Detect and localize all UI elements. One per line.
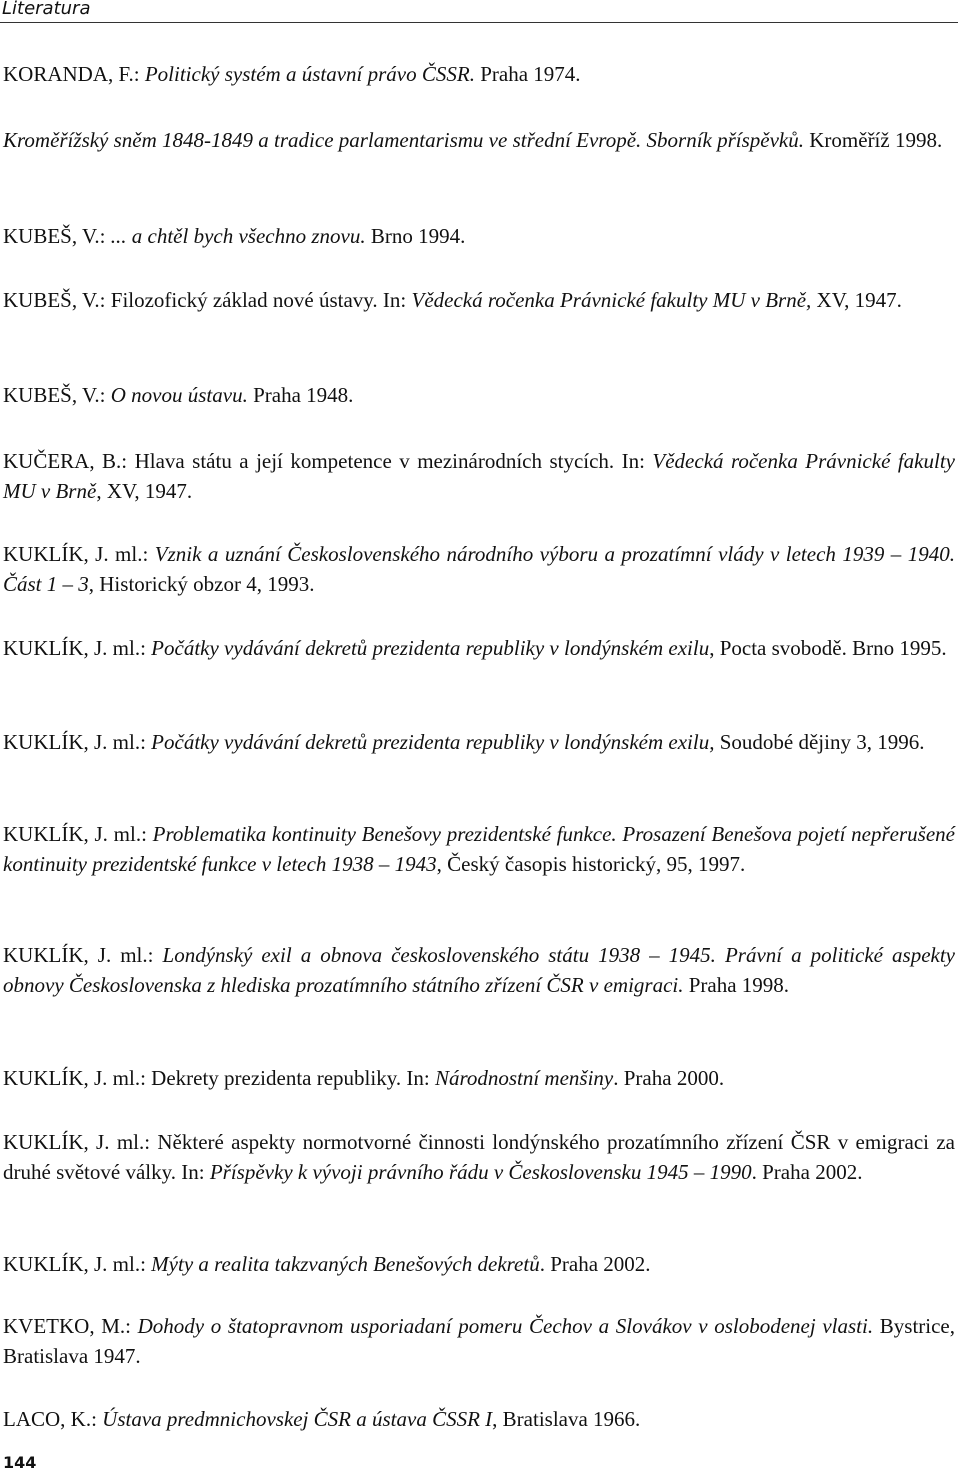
bibliography-entry bbox=[3, 221, 955, 251]
bibliography-entry bbox=[3, 940, 955, 1000]
entry-text: Praha 1948. bbox=[247, 383, 354, 407]
bibliography-entry bbox=[3, 539, 955, 599]
entry-text: KUBEŠ, V.: bbox=[3, 224, 111, 248]
entry-title: Politický systém a ústavní právo ČSSR. bbox=[144, 62, 475, 86]
entry-text: KVETKO, M.: bbox=[3, 1314, 138, 1338]
entry-text: KUBEŠ, V.: Filozofický základ nové ústavy. In: bbox=[3, 288, 412, 312]
entry-title: Vznik a uznání Československého národního výboru a prozatímní vlády v letech 1939 – 1940. Část 1 – 3 bbox=[3, 542, 955, 596]
entry-title: Počátky vydávání dekretů prezidenta republiky v londýnském exilu, bbox=[151, 730, 715, 754]
bibliography-entry bbox=[3, 727, 955, 757]
entry-text: Praha 1998. bbox=[683, 973, 790, 997]
bibliography-entry bbox=[3, 1249, 955, 1279]
bibliography-entry bbox=[3, 1063, 955, 1093]
entry-text: KUBEŠ, V.: bbox=[3, 383, 111, 407]
entry-title: Londýnský exil a obnova československého státu 1938 – 1945. Právní a politické aspekty obnovy Československa z hlediska prozatímního státního zřízení ČSR v emigraci. bbox=[3, 943, 955, 997]
entry-text: . Praha 2002. bbox=[751, 1160, 863, 1184]
entry-text: KUKLÍK, J. ml.: bbox=[3, 822, 153, 846]
page-number: 144 bbox=[3, 1453, 37, 1472]
entry-text: , Historický obzor 4, 1993. bbox=[88, 572, 315, 596]
entry-text: , Český časopis historický, 95, 1997. bbox=[436, 852, 746, 876]
entry-title: O novou ústavu. bbox=[110, 383, 248, 407]
bibliography-entry bbox=[3, 1404, 955, 1434]
entry-text: , XV, 1947. bbox=[96, 479, 193, 503]
entry-text: Bystrice, Bratislava 1947. bbox=[3, 1314, 955, 1368]
entry-text: KUKLÍK, J. ml.: bbox=[3, 730, 152, 754]
entry-title: Problematika kontinuity Benešovy prezidentské funkce. Prosazení Benešova pojetí nepřerušené kontinuity prezidentské funkce v letech 1938 – 1943 bbox=[3, 822, 955, 876]
bibliography-entry bbox=[3, 633, 955, 663]
entry-text: KORANDA, F.: bbox=[3, 62, 145, 86]
entry-title: Dohody o štatopravnom usporiadaní pomeru Čechov a Slovákov v oslobodenej vlasti. bbox=[137, 1314, 874, 1338]
entry-text: LACO, K.: bbox=[3, 1407, 103, 1431]
bibliography-entry bbox=[3, 59, 955, 89]
entry-title: Vědecká ročenka Právnické fakulty MU v Brně, bbox=[411, 288, 812, 312]
entry-title: Vědecká ročenka Právnické fakulty MU v Brně bbox=[3, 449, 955, 503]
entry-text: Praha 1974. bbox=[474, 62, 581, 86]
entry-text: KUČERA, B.: Hlava státu a její kompetence v mezinárodních stycích. In: bbox=[3, 449, 653, 473]
entry-text: Kroměříž 1998. bbox=[804, 128, 943, 152]
entry-title: Kroměřížský sněm 1848-1849 a tradice parlamentarismu ve střední Evropě. Sborník příspěvků. bbox=[3, 128, 804, 152]
entry-title: Národnostní menšiny bbox=[434, 1066, 614, 1090]
entry-text: KUKLÍK, J. ml.: bbox=[3, 943, 163, 967]
entry-text: , Pocta svobodě. Brno 1995. bbox=[709, 636, 947, 660]
header-title: Literatura bbox=[2, 0, 91, 19]
entry-title: Ústava predmnichovskej ČSR a ústava ČSSR I bbox=[102, 1407, 493, 1431]
running-header bbox=[0, 0, 958, 23]
entry-text: KUKLÍK, J. ml.: Dekrety prezidenta republiky. In: bbox=[3, 1066, 435, 1090]
entry-text: Soudobé dějiny 3, 1996. bbox=[714, 730, 925, 754]
entry-text: , Bratislava 1966. bbox=[492, 1407, 641, 1431]
entry-text: KUKLÍK, J. ml.: Některé aspekty normotvorné činnosti londýnského prozatímního zřízení ČSR v emigraci za druhé světové války. In: bbox=[3, 1130, 955, 1184]
bibliography-entry bbox=[3, 1311, 955, 1371]
entry-text: Brno 1994. bbox=[365, 224, 466, 248]
entry-text: KUKLÍK, J. ml.: bbox=[3, 542, 155, 566]
entry-text: KUKLÍK, J. ml.: bbox=[3, 636, 152, 660]
entry-text: . Praha 2000. bbox=[613, 1066, 725, 1090]
entry-title: Mýty a realita takzvaných Benešových dekretů bbox=[151, 1252, 540, 1276]
bibliography-entry bbox=[3, 380, 955, 410]
bibliography-entry bbox=[3, 125, 955, 155]
entry-title: Příspěvky k vývoji právního řádu v Československu 1945 – 1990 bbox=[209, 1160, 752, 1184]
entry-text: . Praha 2002. bbox=[539, 1252, 651, 1276]
entry-text: KUKLÍK, J. ml.: bbox=[3, 1252, 152, 1276]
entry-title: Počátky vydávání dekretů prezidenta republiky v londýnském exilu bbox=[151, 636, 710, 660]
bibliography-entry bbox=[3, 446, 955, 506]
bibliography-entry bbox=[3, 819, 955, 879]
entry-text: XV, 1947. bbox=[811, 288, 902, 312]
bibliography-entry bbox=[3, 1127, 955, 1187]
bibliography-entry bbox=[3, 285, 955, 315]
entry-title: ... a chtěl bych všechno znovu. bbox=[110, 224, 366, 248]
